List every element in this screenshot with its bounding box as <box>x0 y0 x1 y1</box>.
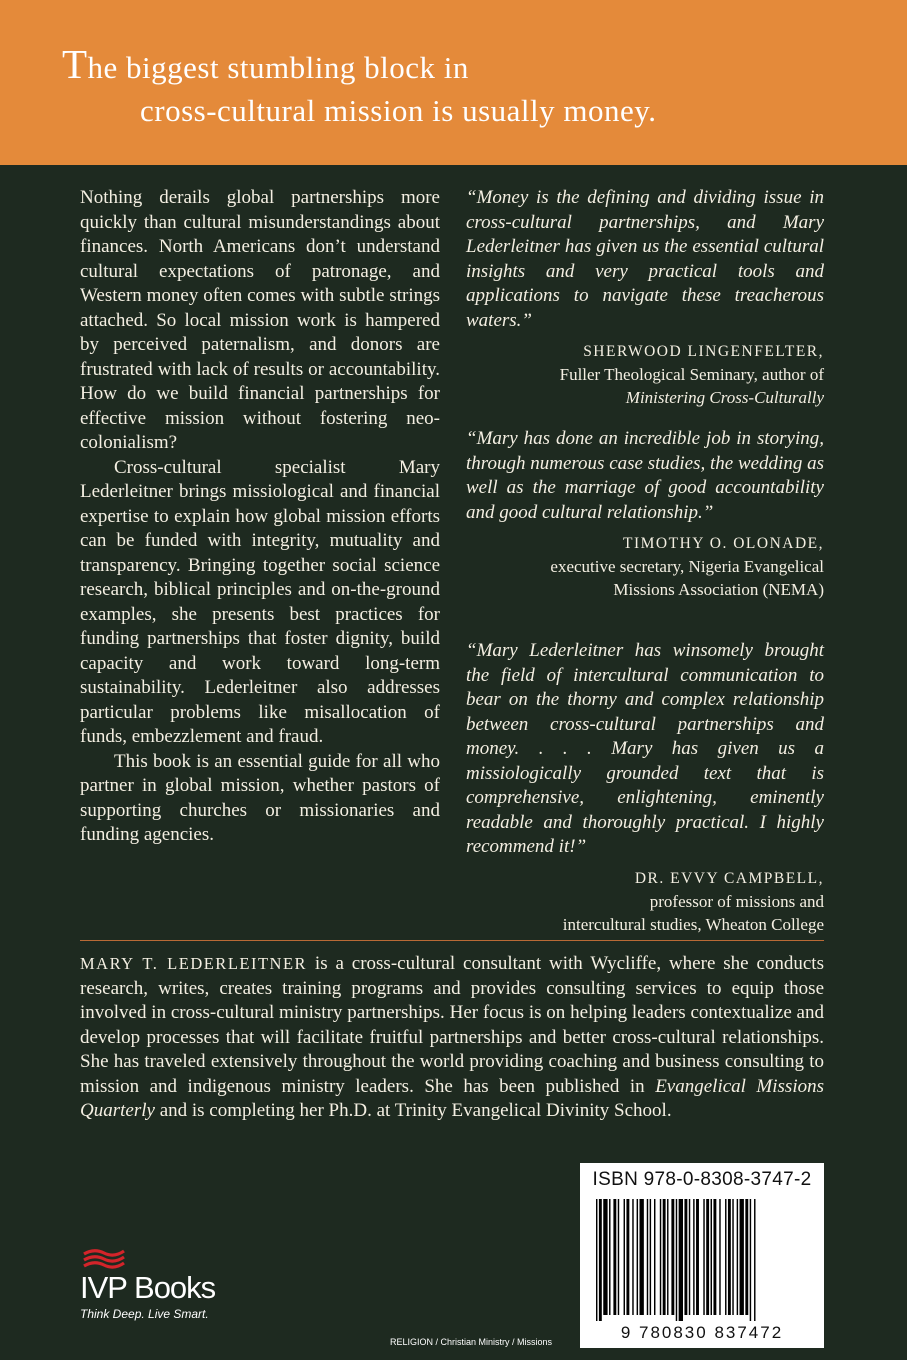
barcode-bar <box>647 1199 648 1315</box>
description-paragraph: This book is an essential guide for all who partner in global mission, whether pastors of supporting churches or missionaries and funding agencies. <box>80 750 440 845</box>
barcode-bar <box>603 1199 607 1315</box>
book-description <box>80 186 440 848</box>
banner-drop-cap: T <box>62 41 88 87</box>
barcode-bar <box>599 1199 602 1321</box>
barcode-bar <box>750 1199 751 1321</box>
barcode-bar <box>725 1199 726 1315</box>
banner-line-1 <box>62 40 469 88</box>
section-divider <box>80 940 824 941</box>
endorsement <box>466 427 824 601</box>
publication-title: Evangelical Missions Quarterly <box>80 1075 824 1121</box>
endorsement-quote: “Mary Lederleitner has winsomely brought the field of intercultural communication to bear on the thorny and complex relationship between cross-cultural partnerships and money. . . . Mary has given us a missiologically grounded text that is comprehensive, enlightening, eminently readable and thoroughly practical. I highly recommend it!” <box>466 640 824 857</box>
isbn-label: ISBN 978-0-8308-3747-2 <box>592 1169 812 1190</box>
endorser-affiliation: Missions Association (NEMA) <box>613 580 824 599</box>
endorsement-attribution <box>466 532 824 601</box>
barcode-bar <box>703 1199 704 1315</box>
barcode-bar <box>650 1199 651 1315</box>
barcode-bar <box>693 1199 694 1315</box>
bio-text: and is completing her Ph.D. at Trinity Evangelical Divinity School. <box>154 1100 672 1121</box>
barcode-bar <box>654 1199 655 1315</box>
barcode-bar <box>732 1199 733 1315</box>
barcode-bar <box>596 1199 597 1321</box>
endorsement <box>466 639 824 936</box>
endorser-name: SHERWOOD LINGENFELTER, <box>583 343 824 360</box>
barcode-bar <box>737 1199 738 1315</box>
endorsement-attribution <box>466 340 824 409</box>
barcode-bar <box>713 1199 716 1315</box>
author-name: MARY T. LEDERLEITNER <box>80 954 308 973</box>
endorsement-quote: “Money is the defining and dividing issue in cross-cultural partnerships, and Mary Lederleitner has given us the essential cultural insights and very practical tools and applications to navigate these treacherous waters.” <box>466 187 824 331</box>
banner-line-1-text: he biggest stumbling block in <box>87 50 469 85</box>
barcode-bar <box>626 1199 629 1315</box>
endorser-affiliation: intercultural studies, Wheaton College <box>562 914 824 934</box>
barcode-bar <box>719 1199 720 1315</box>
endorser-book-title: Ministering Cross-Culturally <box>625 388 824 407</box>
bio-text: is a cross-cultural consultant with Wycliffe, where she conducts research, writes, creates training programs and provides consulting services to equip those involved in cross-cultural ministry partnerships. Her focus is on helping leaders contextualize and develop processes that will facilitate fruitful partnerships and better cross-cultural relationships. She has traveled extensively throughout the world providing coaching and business consulting to mission and indigenous ministry leaders. She has been published in <box>80 953 824 1097</box>
barcode-bar <box>689 1199 690 1315</box>
banner-line-2: cross-cultural mission is usually money. <box>140 93 657 128</box>
barcode-bar <box>637 1199 638 1315</box>
barcode-digits: 9 780830 837472 <box>620 1323 784 1342</box>
barcode-bars <box>596 1199 808 1321</box>
barcode-bar <box>663 1199 666 1315</box>
category-label: RELIGION / Christian Ministry / Missions <box>390 1337 553 1347</box>
endorsement <box>466 186 824 409</box>
endorser-name: DR. EVVY CAMPBELL, <box>634 869 824 887</box>
barcode-bar <box>609 1199 610 1315</box>
author-bio <box>80 952 824 1124</box>
barcode-bar <box>684 1199 687 1315</box>
barcode-bar <box>728 1199 731 1315</box>
barcode-bar <box>640 1199 644 1315</box>
barcode-bar <box>618 1199 619 1315</box>
endorsement-quote: “Mary has done an incredible job in storying, through numerous case studies, the wedding as well as the marriage of good accountability and good cultural relationship.” <box>466 428 824 523</box>
isbn-barcode <box>580 1163 824 1348</box>
barcode-bar <box>660 1199 661 1315</box>
endorsement-attribution <box>466 867 824 936</box>
barcode-bar <box>667 1199 668 1315</box>
endorser-affiliation: executive secretary, Nigeria Evangelical <box>550 557 824 576</box>
publisher-logo-text: IVP Books <box>80 1270 216 1305</box>
barcode-bar <box>706 1199 709 1315</box>
endorser-name: TIMOTHY O. OLONADE, <box>623 535 824 552</box>
barcode-bar <box>613 1199 616 1315</box>
barcode-bar <box>679 1199 683 1321</box>
barcode-bar <box>696 1199 699 1315</box>
barcode-bar <box>671 1199 674 1315</box>
title-banner <box>0 0 907 165</box>
barcode-bar <box>676 1199 677 1321</box>
description-paragraph: Cross-cultural specialist Mary Lederleitner brings missiological and financial expertise to explain how global mission efforts can be funded with integrity, mutuality and transparency. Bringing together social science research, biblical principles and on-the-ground examples, she presents best practices for funding partnerships that foster dignity, build capacity and work toward long-term sustainability. Lederleitner also addresses particular problems like misallocation of funds, embezzlement and fraud. <box>80 456 440 747</box>
publisher-tagline: Think Deep. Live Smart. <box>80 1307 209 1321</box>
endorser-affiliation: professor of missions and <box>649 891 824 911</box>
barcode-bar <box>740 1199 744 1315</box>
barcode-bar <box>624 1199 625 1315</box>
endorser-affiliation: Fuller Theological Seminary, author of <box>559 365 824 384</box>
barcode-bar <box>632 1199 633 1315</box>
barcode-bar <box>754 1199 755 1321</box>
barcode-bar <box>711 1199 712 1315</box>
description-paragraph: Nothing derails global partnerships more quickly than cultural misunderstandings about finances. North Americans don’t understand cultural expectations of patronage, and Western money often comes with subtle strings attached. So local mission work is hampered by perceived paternalism, and donors are frustrated with lack of results or accountability. How do we build financial partnerships for effective mission without fostering neo-colonialism? <box>80 187 440 453</box>
barcode-bar <box>745 1199 748 1315</box>
